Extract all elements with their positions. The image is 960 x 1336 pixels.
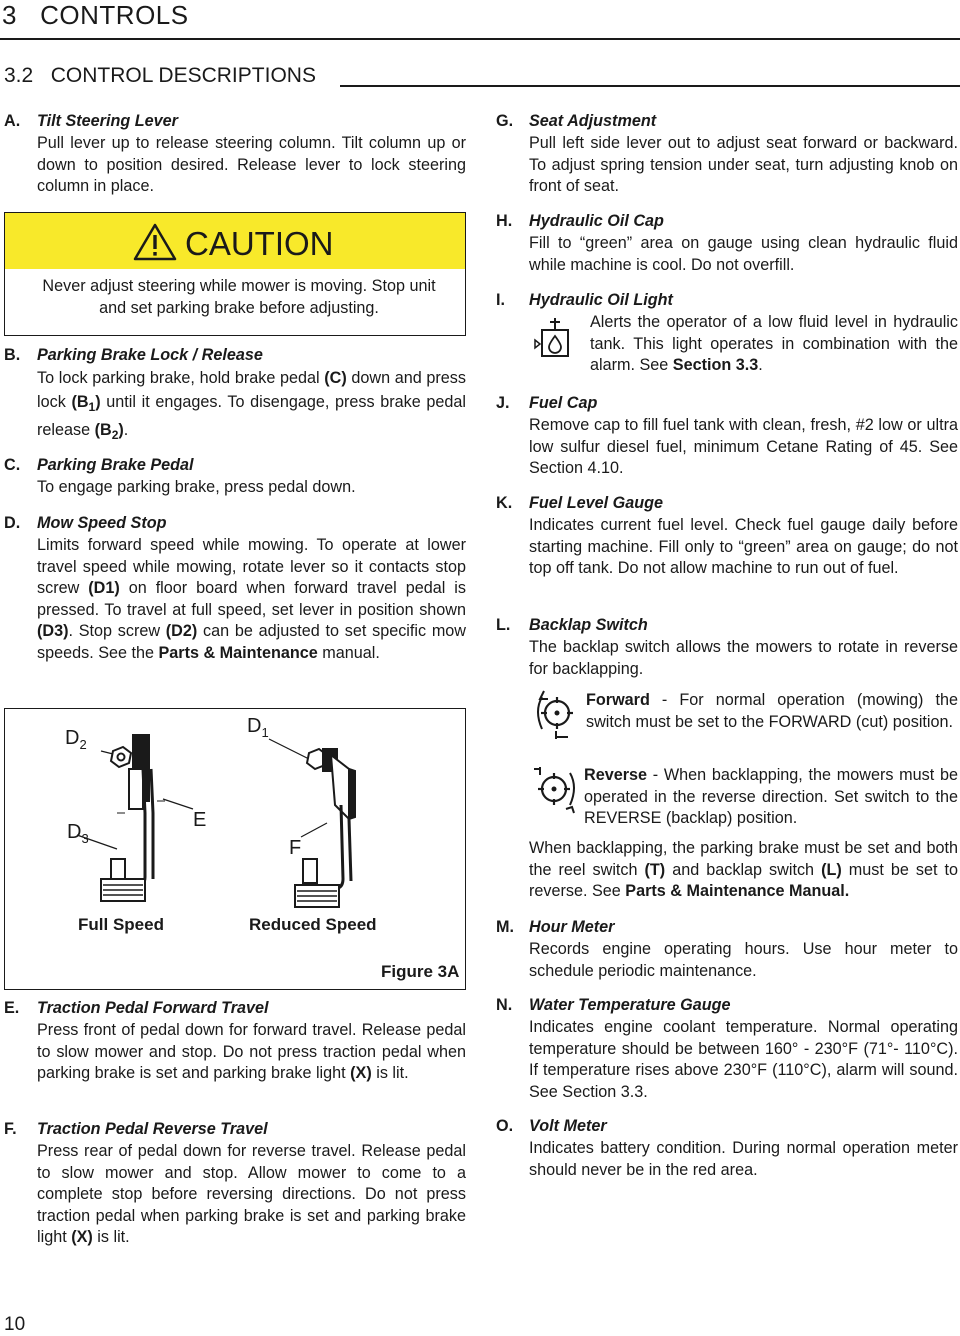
item-heading: Mow Speed Stop xyxy=(37,514,167,532)
label-d1: $D_1$ xyxy=(247,715,269,740)
item-heading: Fuel Cap xyxy=(529,394,598,412)
item-body: Limits forward speed while mowing. To operate at lower travel speed while mowing, rotate lever so it contacts stop screw (D1) on floor board when forward travel pedal is pressed. To travel at full speed, set lever in position shown (D3). Stop screw (D2) can be adjusted to set specific mow speeds. See the Parts & Maintenance manual. xyxy=(37,536,466,662)
item-body: Press rear of pedal down for reverse travel. Release pedal to slow mower and stop. Allow mower to come to a complete stop before reversing directions. Do not press traction pedal when parking brake is set and parking brake light (X) is lit. xyxy=(37,1142,466,1246)
item-letter: N. xyxy=(496,996,513,1014)
item-letter: D. xyxy=(4,514,21,532)
figure-caption: Figure 3A xyxy=(381,962,460,981)
figure-mow-speed-stop xyxy=(4,708,466,990)
caution-text: Never adjust steering while mower is moving. Stop unit and set parking brake before adjusting. xyxy=(42,277,436,317)
chapter-title: 3 CONTROLS xyxy=(2,0,189,30)
item-heading: Volt Meter xyxy=(529,1117,607,1135)
item-heading: Hour Meter xyxy=(529,918,615,936)
caution-box xyxy=(4,212,466,336)
item-letter: H. xyxy=(496,212,513,230)
label-d2: $D_2$ xyxy=(65,727,87,752)
item-body: To lock parking brake, hold brake pedal (C) down and press lock $(B_1)$ until it engages. To disengage, press brake pedal release $(B_2)$. xyxy=(37,369,466,443)
item-heading: Hydraulic Oil Light xyxy=(529,291,673,309)
item-body: To engage parking brake, press pedal down. xyxy=(37,478,356,496)
label-f: F xyxy=(289,837,302,859)
label-e: E xyxy=(193,809,207,831)
item-heading: Parking Brake Lock / Release xyxy=(37,346,263,364)
item-heading: Seat Adjustment xyxy=(529,112,657,130)
item-letter: G. xyxy=(496,112,514,130)
item-heading: Water Temperature Gauge xyxy=(529,996,731,1014)
item-heading: Hydraulic Oil Cap xyxy=(529,212,664,230)
item-letter: E. xyxy=(4,999,20,1017)
item-body: Remove cap to fill fuel tank with clean, fresh, #2 low or ultra low sulfur diesel fuel, minimum Cetane Rating of 45. See Section 4.10. xyxy=(529,416,958,477)
section-title: 3.2 CONTROL DESCRIPTIONS xyxy=(4,64,316,87)
item-letter: M. xyxy=(496,918,514,936)
item-letter: B. xyxy=(4,346,21,364)
forward-description: Forward - For normal operation (mowing) the switch must be set to the FORWARD (cut) position. xyxy=(586,691,958,731)
item-letter: O. xyxy=(496,1117,514,1135)
label-d3: $D_3$ xyxy=(67,821,89,846)
warning-triangle-icon xyxy=(133,223,177,261)
item-body: Alerts the operator of a low fluid level in hydraulic tank. This light operates in combination with the alarm. See Section 3.3. xyxy=(590,313,958,374)
item-body: Pull lever up to release steering column. Tilt column up or down to position desired. Release lever to lock steering column in place. xyxy=(37,134,466,195)
item-body: Fill to “green” area on gauge using clean hydraulic fluid while machine is cool. Do not overfill. xyxy=(529,234,958,274)
reduced-speed-assembly xyxy=(269,739,355,907)
caution-banner xyxy=(5,213,465,269)
item-body: Indicates current fuel level. Check fuel gauge daily before starting machine. Fill only to “green” area on gauge; do not top off tank. Do not allow machine to run out of fuel. xyxy=(529,516,958,577)
item-heading: Traction Pedal Reverse Travel xyxy=(37,1120,268,1138)
reduced-speed-caption: Reduced Speed xyxy=(249,915,377,934)
item-heading: Traction Pedal Forward Travel xyxy=(37,999,269,1017)
item-body: Pull left side lever out to adjust seat forward or backward. To adjust spring tension under seat, turn adjusting knob on front of seat. xyxy=(529,134,958,195)
item-letter: A. xyxy=(4,112,21,130)
backlap-note: When backlapping, the parking brake must be set and both the reel switch (T) and backlap switch (L) must be set to reverse. See Parts & Maintenance Manual. xyxy=(529,839,958,900)
item-letter: K. xyxy=(496,494,513,512)
item-body: The backlap switch allows the mowers to rotate in reverse for backlapping. xyxy=(529,638,958,678)
item-letter: L. xyxy=(496,616,511,634)
right-column xyxy=(496,0,958,1336)
item-letter: J. xyxy=(496,394,510,412)
reverse-rotation-icon xyxy=(530,763,582,817)
item-letter: I. xyxy=(496,291,505,309)
hydraulic-oil-level-icon xyxy=(534,316,574,360)
item-heading: Backlap Switch xyxy=(529,616,648,634)
item-heading: Parking Brake Pedal xyxy=(37,456,194,474)
full-speed-assembly xyxy=(77,735,193,901)
item-body: Records engine operating hours. Use hour meter to schedule periodic maintenance. xyxy=(529,940,958,980)
reverse-description: Reverse - When backlapping, the mowers must be operated in the reverse direction. Set switch to the REVERSE (backlap) position. xyxy=(584,766,958,827)
page-number: 10 xyxy=(4,1314,26,1335)
item-heading: Fuel Level Gauge xyxy=(529,494,664,512)
item-letter: F. xyxy=(4,1120,17,1138)
item-letter: C. xyxy=(4,456,21,474)
full-speed-caption: Full Speed xyxy=(78,915,164,934)
forward-rotation-icon xyxy=(532,687,582,743)
item-body: Indicates engine coolant temperature. Normal operating temperature should be between 160° - 230°F (71°- 110°C). If temperature rises above 230°F (110°C), alarm will sound. See Section 3.3. xyxy=(529,1018,958,1101)
item-body: Indicates battery condition. During normal operation meter should never be in the red area. xyxy=(529,1139,958,1179)
caution-title: CAUTION xyxy=(185,225,334,262)
item-body: Press front of pedal down for forward travel. Release pedal to slow mower and stop. Do not press traction pedal when parking brake is set and parking brake light (X) is lit. xyxy=(37,1021,466,1082)
item-heading: Tilt Steering Lever xyxy=(37,112,178,130)
